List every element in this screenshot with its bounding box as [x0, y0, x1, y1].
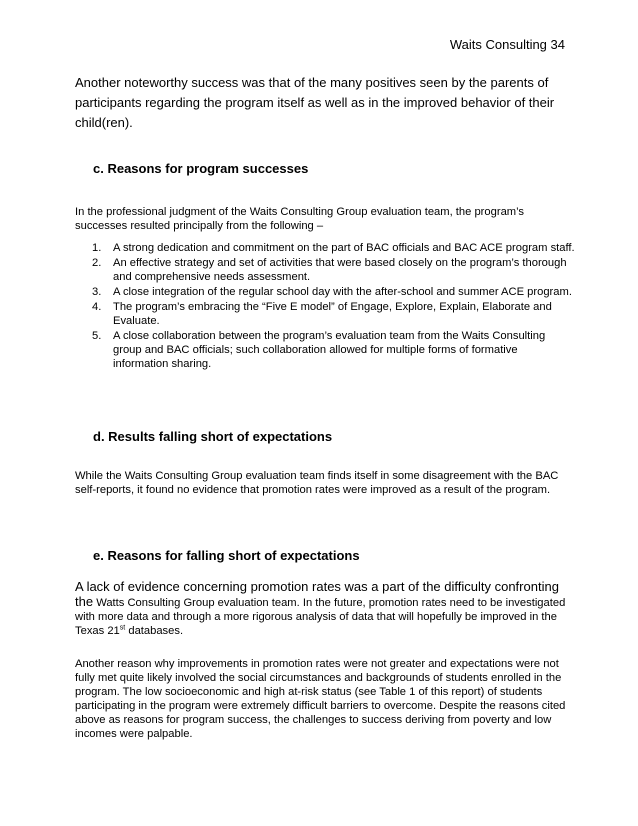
heading-reasons-for-successes: c. Reasons for program successes — [93, 161, 309, 176]
ordinal-superscript: st — [119, 624, 126, 632]
intro-paragraph: Another noteworthy success was that of the many positives seen by the parents of participants regarding the program itself as well as in the improved behavior of their child(ren). — [75, 75, 555, 130]
heading-reasons-short: e. Reasons for falling short of expectations — [93, 548, 360, 563]
list-item-text: An effective strategy and set of activities that were based closely on the program’s thorough and comprehensive needs assessment. — [113, 257, 567, 283]
paragraph-body-text: Watts Consulting Group evaluation team. In the future, promotion rates need to be investigated with more data and through a more rigorous analysis of data that will hopefully be improved in the Texas 21 — [75, 597, 566, 637]
list-item-number: 4. — [92, 301, 102, 313]
list-item-number: 1. — [92, 242, 102, 254]
list-item — [75, 285, 575, 299]
list-item-number: 3. — [92, 286, 102, 298]
list-item-text: A close integration of the regular school day with the after-school and summer ACE program. — [113, 286, 572, 298]
list-item-text: A strong dedication and commitment on the part of BAC officials and BAC ACE program staff. — [113, 242, 575, 254]
list-item-text: A close collaboration between the program’s evaluation team from the Waits Consulting group and BAC officials; such collaboration allowed for multiple forms of formative information sharing. — [113, 330, 546, 370]
heading-results-short: d. Results falling short of expectations — [93, 429, 333, 444]
list-item-number: 5. — [92, 330, 102, 342]
list-item — [75, 300, 575, 328]
list-item-number: 2. — [92, 257, 102, 269]
paragraph-end-text: databases. — [125, 625, 184, 637]
reasons-short-paragraph-2: Another reason why improvements in promotion rates were not greater and expectations were not fully met quite likely involved the social circumstances and backgrounds of students enrolled in the program. The low socioeconomic and high at-risk status (see Table 1 of this report) of students participating in the program were extremely difficult barriers to overcome. Despite the reasons cited above as reasons for program success, the challenges to success deriving from poverty and low incomes were palpable. — [75, 658, 566, 740]
results-short-paragraph: While the Waits Consulting Group evaluation team finds itself in some disagreement with the BAC self-reports, it found no evidence that promotion rates were improved as a result of the program. — [75, 470, 559, 496]
successes-intro-paragraph: In the professional judgment of the Waits Consulting Group evaluation team, the program’s successes resulted principally from the following – — [75, 206, 524, 232]
list-item — [75, 241, 575, 255]
list-item — [75, 329, 575, 371]
reasons-short-paragraph-1 — [75, 580, 575, 638]
list-item — [75, 256, 575, 284]
page-header: Waits Consulting 34 — [449, 37, 565, 52]
successes-list — [75, 241, 575, 372]
list-item-text: The program’s embracing the “Five E model” of Engage, Explore, Explain, Elaborate and Evaluate. — [113, 301, 552, 327]
paragraph-lead-text: A lack of evidence concerning promotion rates was a part of the difficulty confronting the — [75, 579, 559, 609]
